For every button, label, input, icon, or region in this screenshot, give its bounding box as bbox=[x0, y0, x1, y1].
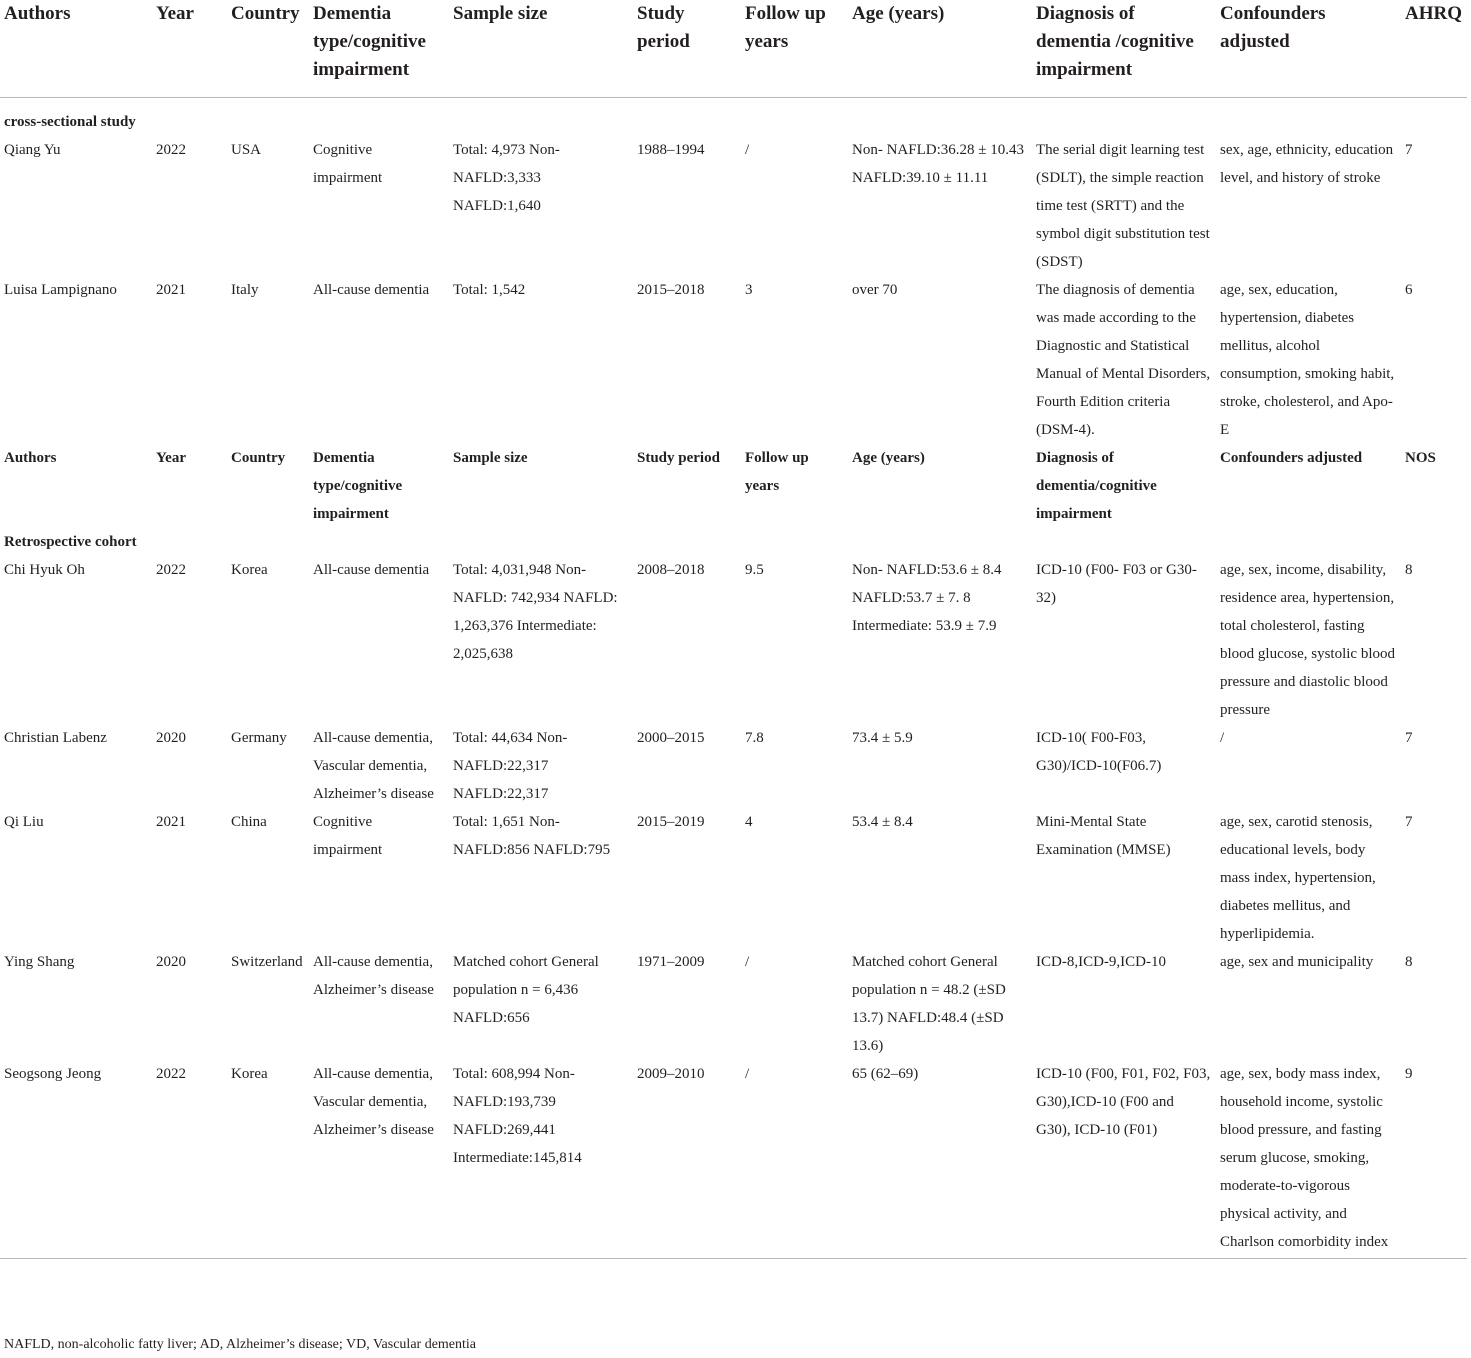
cell-confounders: age, sex, body mass index, household income, systolic blood pressure, and fasting serum glucose, smoking, moderate-to-vigorous physical activity, and Charlson comorbidity index bbox=[1216, 1060, 1401, 1259]
cell-quality: 7 bbox=[1405, 730, 1413, 746]
subheader-confounders: Confounders adjusted bbox=[1220, 450, 1363, 466]
subheader-study-period: Study period bbox=[637, 450, 720, 466]
cell-quality: 6 bbox=[1405, 282, 1413, 298]
subheader-sample-size: Sample size bbox=[453, 450, 528, 466]
cell-confounders: age, sex, education, hypertension, diabetes mellitus, alcohol consumption, smoking habit, stroke, cholesterol, and Apo-E bbox=[1220, 282, 1395, 438]
cell-dementia-type: All-cause dementia, Vascular dementia, Alzheimer’s disease bbox=[313, 730, 434, 802]
cell-sample-size: Total: 44,634 Non-NAFLD:22,317 NAFLD:22,317 bbox=[453, 730, 568, 802]
subheader-age: Age (years) bbox=[852, 450, 925, 466]
table-row bbox=[0, 136, 1467, 276]
cell-sample-size: Matched cohort General population n = 6,436 NAFLD:656 bbox=[453, 954, 599, 1026]
cell-diagnosis: ICD-10 (F00- F03 or G30-32) bbox=[1036, 562, 1197, 606]
cell-authors: Christian Labenz bbox=[4, 730, 107, 746]
cell-year: 2022 bbox=[152, 1060, 227, 1259]
cell-dementia-type: All-cause dementia bbox=[313, 282, 430, 298]
cell-country: Switzerland bbox=[231, 954, 303, 970]
header-study-period: Study period bbox=[633, 0, 741, 98]
header-row bbox=[0, 0, 1467, 98]
cell-follow-up: / bbox=[741, 1060, 848, 1259]
header-follow-up: Follow up years bbox=[741, 0, 848, 98]
cell-age: 53.4 ± 8.4 bbox=[852, 814, 913, 830]
cell-follow-up: 3 bbox=[745, 282, 753, 298]
cell-study-period: 2015–2018 bbox=[637, 282, 705, 298]
cell-authors: Luisa Lampignano bbox=[4, 282, 117, 298]
header-age: Age (years) bbox=[848, 0, 1032, 98]
section-row bbox=[0, 528, 1467, 556]
cell-country: Italy bbox=[231, 282, 259, 298]
cell-sample-size: Total: 1,651 Non-NAFLD:856 NAFLD:795 bbox=[453, 814, 611, 858]
cell-country: USA bbox=[231, 142, 262, 158]
cell-country: Korea bbox=[227, 1060, 309, 1259]
section-row bbox=[0, 108, 1467, 136]
table-row bbox=[0, 724, 1467, 808]
cell-dementia-type: Cognitive impairment bbox=[313, 814, 383, 858]
cell-sample-size: Total: 1,542 bbox=[453, 282, 526, 298]
table-row bbox=[0, 808, 1467, 948]
cell-sample-size: Total: 4,973 Non-NAFLD:3,333 NAFLD:1,640 bbox=[453, 142, 560, 214]
cell-sample-size: Total: 4,031,948 Non-NAFLD: 742,934 NAFLD: 1,263,376 Intermediate: 2,025,638 bbox=[453, 562, 618, 662]
cell-age: Non- NAFLD:53.6 ± 8.4 NAFLD:53.7 ± 7. 8 Intermediate: 53.9 ± 7.9 bbox=[852, 562, 1002, 634]
cell-diagnosis: ICD-8,ICD-9,ICD-10 bbox=[1036, 954, 1166, 970]
cell-age: Matched cohort General population n = 48.2 (±SD 13.7) NAFLD:48.4 (±SD 13.6) bbox=[852, 954, 1006, 1054]
header-dementia-type: Dementia type/cognitive impairment bbox=[309, 0, 449, 98]
cell-age: 73.4 ± 5.9 bbox=[852, 730, 913, 746]
cell-follow-up: / bbox=[745, 142, 750, 158]
cell-dementia-type: All-cause dementia bbox=[313, 562, 430, 578]
cell-quality: 9 bbox=[1401, 1060, 1467, 1259]
cell-country: Germany bbox=[231, 730, 287, 746]
subheader-authors: Authors bbox=[4, 450, 57, 466]
table-footnote: NAFLD, non-alcoholic fatty liver; AD, Alzheimer’s disease; VD, Vascular dementia bbox=[4, 1337, 477, 1352]
cell-country: China bbox=[231, 814, 267, 830]
section-title-cross-sectional: cross-sectional study bbox=[4, 114, 136, 130]
cell-authors: Chi Hyuk Oh bbox=[4, 562, 85, 578]
cell-study-period: 2015–2019 bbox=[637, 814, 705, 830]
cell-year: 2020 bbox=[156, 730, 186, 746]
cell-follow-up: 7.8 bbox=[745, 730, 764, 746]
header-country: Country bbox=[227, 0, 309, 98]
section-title-retrospective-cohort: Retrospective cohort bbox=[4, 534, 137, 550]
cell-age: Non- NAFLD:36.28 ± 10.43 NAFLD:39.10 ± 11.11 bbox=[852, 142, 1024, 186]
cell-diagnosis: ICD-10( F00-F03, G30)/ICD-10(F06.7) bbox=[1036, 730, 1162, 774]
cell-quality: 8 bbox=[1405, 562, 1413, 578]
cell-year: 2022 bbox=[156, 562, 186, 578]
subheader-year: Year bbox=[156, 450, 186, 466]
cell-dementia-type: Cognitive impairment bbox=[313, 142, 383, 186]
cell-authors: Seogsong Jeong bbox=[0, 1060, 152, 1259]
table-row bbox=[0, 1060, 1467, 1259]
cell-diagnosis: ICD-10 (F00, F01, F02, F03, G30),ICD-10 (F00 and G30), ICD-10 (F01) bbox=[1032, 1060, 1216, 1259]
header-diagnosis: Diagnosis of dementia /cognitive impairment bbox=[1032, 0, 1216, 98]
table-row bbox=[0, 948, 1467, 1060]
cell-study-period: 2000–2015 bbox=[637, 730, 705, 746]
cell-study-period: 1988–1994 bbox=[637, 142, 705, 158]
cell-country: Korea bbox=[231, 562, 268, 578]
subheader-row bbox=[0, 444, 1467, 528]
cell-study-period: 2009–2010 bbox=[633, 1060, 741, 1259]
cell-sample-size: Total: 608,994 Non-NAFLD:193,739 NAFLD:269,441 Intermediate:145,814 bbox=[449, 1060, 633, 1259]
table-header bbox=[0, 0, 1467, 98]
cell-follow-up: / bbox=[745, 954, 750, 970]
subheader-quality: NOS bbox=[1405, 450, 1436, 466]
cell-age: over 70 bbox=[852, 282, 898, 298]
cell-follow-up: 9.5 bbox=[745, 562, 764, 578]
cell-dementia-type: All-cause dementia, Vascular dementia, Alzheimer’s disease bbox=[309, 1060, 449, 1259]
cell-confounders: age, sex, income, disability, residence area, hypertension, total cholesterol, fasting blood glucose, systolic blood pressure and diastolic blood pressure bbox=[1220, 562, 1395, 718]
cell-study-period: 2008–2018 bbox=[637, 562, 705, 578]
header-confounders: Confounders adjusted bbox=[1216, 0, 1401, 98]
cell-authors: Ying Shang bbox=[4, 954, 75, 970]
subheader-dementia-type: Dementia type/cognitive impairment bbox=[313, 450, 403, 522]
cell-confounders: age, sex, carotid stenosis, educational levels, body mass index, hypertension, diabetes mellitus, and hyperlipidemia. bbox=[1220, 814, 1376, 942]
cell-diagnosis: The diagnosis of dementia was made according to the Diagnostic and Statistical Manual of Mental Disorders, Fourth Edition criteria (DSM-4). bbox=[1036, 282, 1211, 438]
cell-authors: Qi Liu bbox=[4, 814, 44, 830]
cell-authors: Qiang Yu bbox=[4, 142, 61, 158]
subheader-diagnosis: Diagnosis of dementia/cognitive impairment bbox=[1036, 450, 1157, 522]
cell-year: 2020 bbox=[156, 954, 186, 970]
cell-dementia-type: All-cause dementia, Alzheimer’s disease bbox=[313, 954, 434, 998]
table-body bbox=[0, 98, 1467, 1259]
cell-year: 2021 bbox=[156, 282, 186, 298]
subheader-follow-up: Follow up years bbox=[745, 450, 809, 494]
cell-year: 2021 bbox=[156, 814, 186, 830]
cell-confounders: / bbox=[1220, 730, 1225, 746]
header-quality: AHRQ bbox=[1401, 0, 1467, 98]
header-year: Year bbox=[152, 0, 227, 98]
cell-confounders: sex, age, ethnicity, education level, and history of stroke bbox=[1220, 142, 1394, 186]
cell-quality: 7 bbox=[1405, 142, 1413, 158]
table-row bbox=[0, 276, 1467, 444]
cell-quality: 7 bbox=[1405, 814, 1413, 830]
subheader-country: Country bbox=[231, 450, 286, 466]
header-sample-size: Sample size bbox=[449, 0, 633, 98]
cell-diagnosis: The serial digit learning test (SDLT), the simple reaction time test (SRTT) and the symbol digit substitution test (SDST) bbox=[1036, 142, 1210, 270]
table-row bbox=[0, 556, 1467, 724]
cell-follow-up: 4 bbox=[745, 814, 753, 830]
cell-year: 2022 bbox=[156, 142, 186, 158]
cell-study-period: 1971–2009 bbox=[637, 954, 705, 970]
header-authors: Authors bbox=[0, 0, 152, 98]
spacer-row bbox=[0, 98, 1467, 109]
cell-diagnosis: Mini-Mental State Examination (MMSE) bbox=[1036, 814, 1171, 858]
cell-age: 65 (62–69) bbox=[848, 1060, 1032, 1259]
cell-confounders: age, sex and municipality bbox=[1220, 954, 1374, 970]
cell-quality: 8 bbox=[1405, 954, 1413, 970]
